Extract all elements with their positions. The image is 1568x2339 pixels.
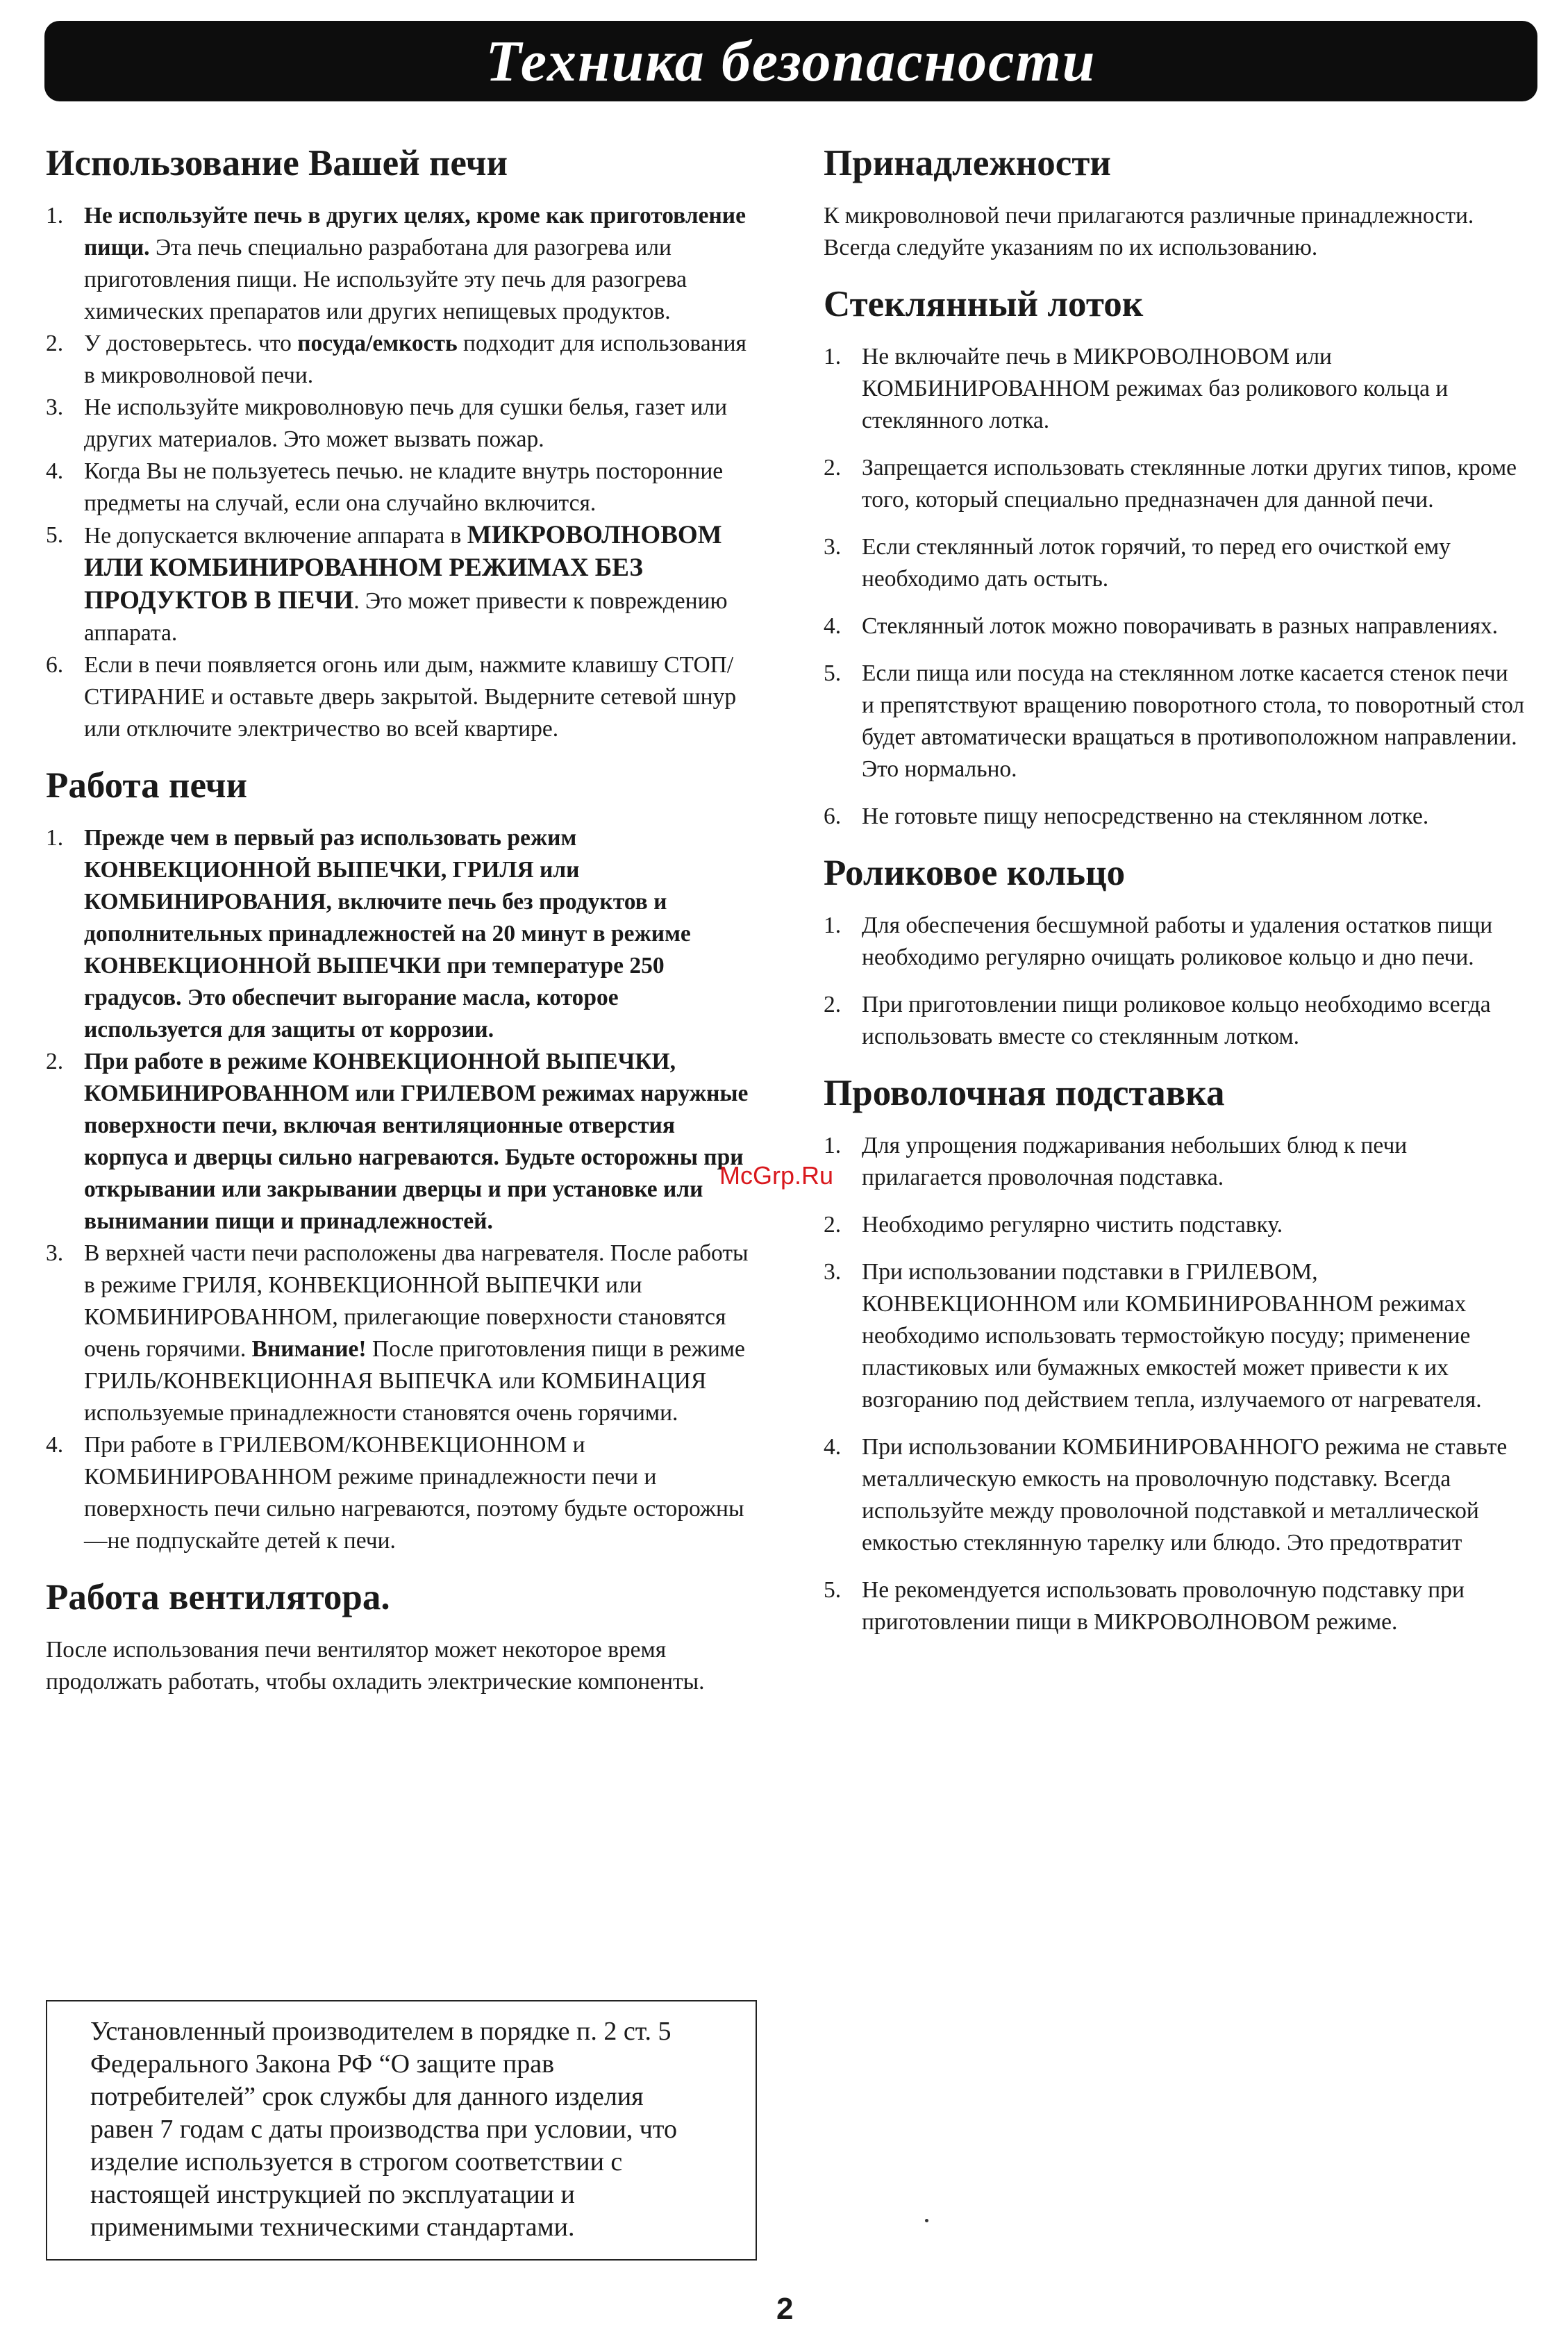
list-item: 2. Необходимо регулярно чистить подставку.: [824, 1211, 1283, 1238]
watermark: McGrp.Ru: [719, 1161, 834, 1190]
list-item: 1. Не включайте печь в МИКРОВОЛНОВОМ или КОМБИНИРОВАННОМ режимах баз роликового кольца и стеклянного лотка.: [824, 343, 1449, 433]
page-title: Техника безопасности: [485, 28, 1096, 94]
list-item: 4. При использовании КОМБИНИРОВАННОГО режима не ставьте металлическую емкость на проволочную подставку. Всегда используйте между проволочной подставкой и металлической емкостью стеклянную тарелку или блюдо. Это предотвратит: [824, 1433, 1508, 1556]
roller-ring-list: [824, 910, 1525, 1053]
operation-list: [46, 822, 761, 1557]
list-item: 3. Если стеклянный лоток горячий, то перед его очисткой ему необходимо дать остыть.: [824, 533, 1451, 592]
section-title-accessories: Принадлежности: [824, 143, 1111, 183]
list-item: 6. Не готовьте пищу непосредственно на стеклянном лотке.: [824, 803, 1429, 829]
list-item: 1. Для упрощения поджаривания небольших блюд к печи прилагается проволочная подставка.: [824, 1132, 1408, 1190]
list-item: 1. Не используйте печь в других целях, кроме как приготовление пищи. Эта печь специально разработана для разогрева или приготовления пищи. Не используйте эту печь для разогрева химических препаратов или других непищевых продуктов.: [46, 202, 746, 324]
list-item: 1. Прежде чем в первый раз использовать режим КОНВЕКЦИОННОЙ ВЫПЕЧКИ, ГРИЛЯ или КОМБИНИРОВАНИЯ, включите печь без продуктов и дополнительных принадлежностей на 20 минут в режиме КОНВЕКЦИОННОЙ ВЫПЕЧКИ при температуре 250 градусов. Это обеспечит выгорание масла, которое используется для защиты от коррозии.: [46, 824, 691, 1042]
section-usage: [46, 142, 761, 745]
fan-paragraph: После использования печи вентилятор может некоторое время продолжать работать, чтобы охладить электрические компоненты.: [46, 1636, 705, 1695]
section-title-fan: Работа вентилятора.: [46, 1576, 390, 1617]
list-item: 4. Стеклянный лоток можно поворачивать в разных направлениях.: [824, 613, 1499, 639]
list-item: 2. При работе в режиме КОНВЕКЦИОННОЙ ВЫПЕЧКИ, КОМБИНИРОВАННОМ или ГРИЛЕВОМ режимах наружные поверхности печи, включая вентиляционные отверстия корпуса и дверцы сильно нагреваются. Будьте осторожны при открывании или закрывании дверцы и при установке или вынимании пищи и принадлежностей.: [46, 1048, 749, 1234]
glass-tray-list: [824, 341, 1525, 833]
section-accessories: [824, 142, 1525, 264]
section-glass-tray: [824, 283, 1525, 833]
list-item: 3. При использовании подставки в ГРИЛЕВОМ, КОНВЕКЦИОННОМ или КОМБИНИРОВАННОМ режимах необходимо использовать термостойкую посуду; применение пластиковых или бумажных емкостей может привести к их возгоранию под действием тепла, излучаемого от нагревателя.: [824, 1258, 1482, 1413]
list-item: 2. У достоверьтесь. что посуда/емкость подходит для использования в микроволновой печи.: [46, 330, 747, 388]
scan-dot: [925, 2219, 928, 2222]
list-item: 6. Если в печи появляется огонь или дым, нажмите клавишу СТОП/СТИРАНИЕ и оставьте дверь закрытой. Выдерните сетевой шнур или отключите электричество во всей квартире.: [46, 651, 737, 742]
wire-rack-list: [824, 1130, 1525, 1638]
header-banner: [44, 21, 1537, 101]
service-life-notice: Установленный производителем в порядке п. 2 ст. 5 Федерального Закона РФ “О защите прав потребителей” срок службы для данного изделия равен 7 годам с даты производства при условии, что изделие используется в строгом соответствии с настоящей инструкцией по эксплуатации и применимыми техническими стандартами.: [46, 2000, 757, 2261]
section-title-wire-rack: Проволочная подставка: [824, 1072, 1225, 1113]
section-operation: [46, 765, 761, 1557]
section-wire-rack: [824, 1072, 1525, 1638]
left-column: [46, 142, 761, 1717]
section-roller-ring: [824, 852, 1525, 1053]
right-column: [824, 142, 1525, 1658]
list-item: 2. При приготовлении пищи роликовое кольцо необходимо всегда использовать вместе со стеклянным лотком.: [824, 991, 1491, 1049]
usage-list: [46, 200, 761, 745]
list-item: 2. Запрещается использовать стеклянные лотки других типов, кроме того, который специально предназначен для данной печи.: [824, 454, 1517, 513]
list-item: 4. При работе в ГРИЛЕВОМ/КОНВЕКЦИОННОМ и КОМБИНИРОВАННОМ режиме принадлежности печи и поверхность печи сильно нагреваются, поэтому будьте осторожны—не подпускайте детей к печи.: [46, 1431, 744, 1554]
list-item: 5. Не рекомендуется использовать проволочную подставку при приготовлении пищи в МИКРОВОЛНОВОМ режиме.: [824, 1576, 1465, 1635]
section-title-roller-ring: Роликовое кольцо: [824, 852, 1126, 893]
list-item: 3. В верхней части печи расположены два нагревателя. После работы в режиме ГРИЛЯ, КОНВЕКЦИОННОЙ ВЫПЕЧКИ или КОМБИНИРОВАННОМ, прилегающие поверхности становятся очень горячими. Внимание! После приготовления пищи в режиме ГРИЛЬ/КОНВЕКЦИОННАЯ ВЫПЕЧКА или КОМБИНАЦИЯ используемые принадлежности становятся очень горячими.: [46, 1240, 749, 1426]
list-item: 1. Для обеспечения бесшумной работы и удаления остатков пищи необходимо регулярно очищать роликовое кольцо и дно печи.: [824, 912, 1493, 970]
list-item: 3. Не используйте микроволновую печь для сушки белья, газет или других материалов. Это может вызвать пожар.: [46, 394, 728, 452]
list-item: 5. Не допускается включение аппарата в МИКРОВОЛНОВОМ ИЛИ КОМБИНИРОВАННОМ РЕЖИМАХ БЕЗ ПРОДУКТОВ В ПЕЧИ. Это может привести к повреждению аппарата.: [46, 520, 728, 646]
section-title-glass-tray: Стеклянный лоток: [824, 283, 1144, 324]
page-number: 2: [776, 2292, 794, 2326]
section-fan: [46, 1576, 761, 1698]
section-title-operation: Работа печи: [46, 765, 248, 806]
accessories-paragraph: К микроволновой печи прилагаются различные принадлежности. Всегда следуйте указаниям по их использованию.: [824, 202, 1474, 260]
list-item: 4. Когда Вы не пользуетесь печью. не кладите внутрь посторонние предметы на случай, если она случайно включится.: [46, 458, 724, 516]
section-title-usage: Использование Вашей печи: [46, 143, 508, 183]
list-item: 5. Если пища или посуда на стеклянном лотке касается стенок печи и препятствуют вращению поворотного стола, то поворотный стол будет автоматически вращаться в противоположном направлении. Это нормально.: [824, 660, 1525, 782]
